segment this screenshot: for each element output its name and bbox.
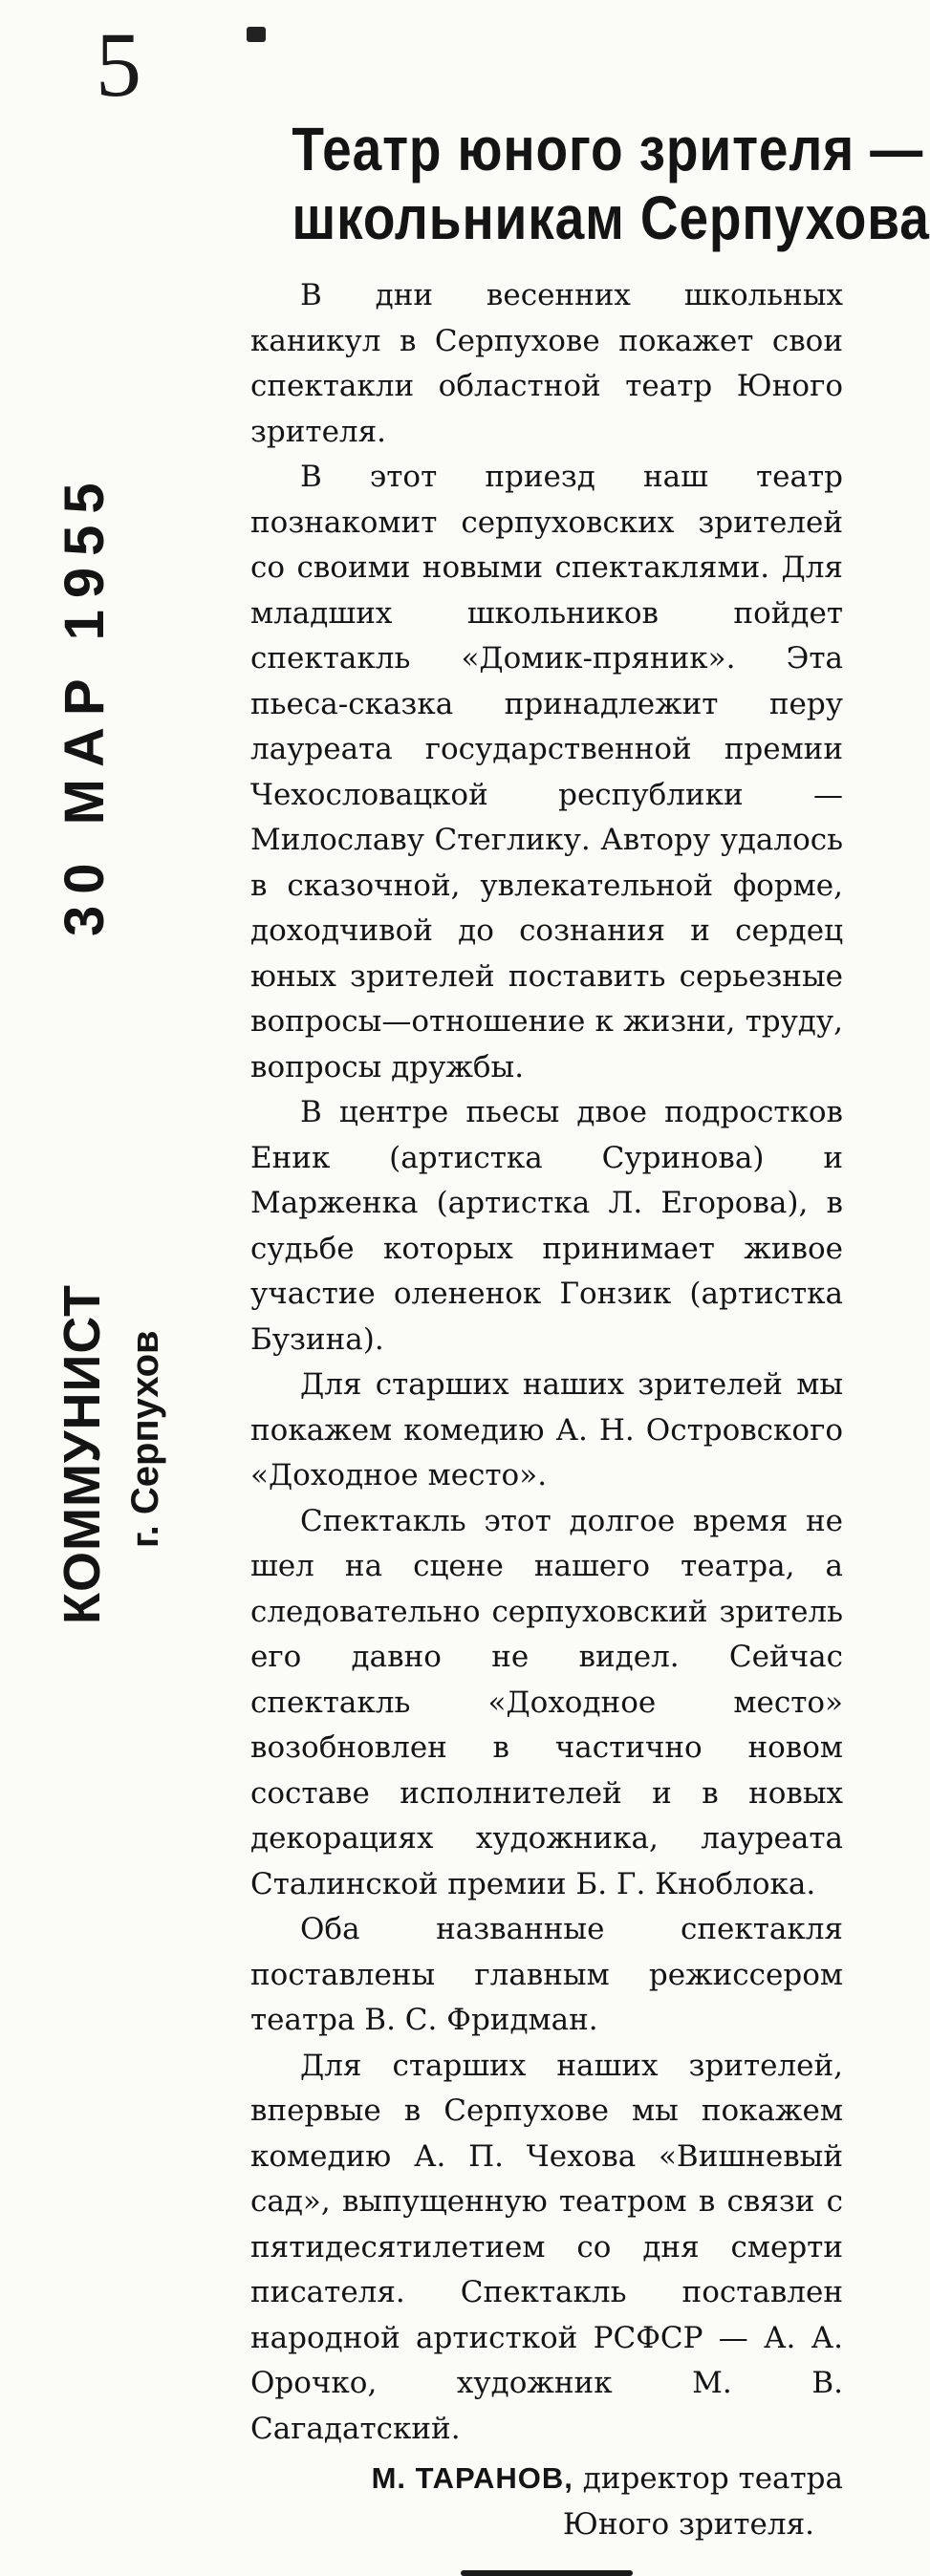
newspaper-name-stamp: КОММУНИСТ — [54, 1284, 111, 1624]
article-title — [292, 115, 930, 252]
date-stamp: 30 МАР 1955 — [54, 471, 116, 936]
signature — [250, 2456, 843, 2547]
handwritten-page-number: 5 — [96, 13, 141, 116]
closing-rule — [461, 2570, 633, 2576]
newspaper-city-stamp: г. Серпухов — [124, 1330, 166, 1548]
clipping-mark — [247, 27, 266, 42]
paragraph-4: Для старших наших зрителей мы покажем комедию А. Н. Островского «Доходное место». — [250, 1367, 843, 1492]
paragraph-7: Для старших наших зрителей, впервые в Серпухове мы покажем комедию А. П. Чехова «Вишневый сад», выпущенную театром в связи с пятидесятилетием со дня смерти писателя. Спектакль поставлен народной артисткой РСФСР — А. А. Орочко, художник М. В. Сагадатский. — [250, 2048, 843, 2446]
article — [250, 115, 930, 2576]
paragraph-6: Оба названные спектакля поставлены главным режиссером театра В. С. Фридман. — [250, 1912, 843, 2037]
signature-name: М. ТАРАНОВ, — [371, 2461, 573, 2495]
paragraph-2: В этот приезд наш театр познакомит серпуховских зрителей со своими новыми спектаклями. Для младших школьников пойдет спектакль «Домик-пряник». Эта пьеса-сказка принадлежит перу лауреата государственной премии Чехословацкой республики — Милославу Стеглику. Автору удалось в сказочной, увлекательной форме, доходчивой до сознания и сердец юных зрителей поставить серьезные вопросы—отношение к жизни, труду, вопросы дружбы. — [250, 460, 843, 1084]
paragraph-1: В дни весенних школьных каникул в Серпухове покажет свои спектакли областной театр Юного зрителя. — [250, 278, 843, 449]
signature-title-line-1: директор театра — [582, 2461, 843, 2496]
title-line-1: Театр юного зрителя — — [292, 115, 924, 183]
title-line-2: школьникам Серпухова — [292, 183, 930, 252]
paragraph-5: Спектакль этот долгое время не шел на сцене нашего театра, а следовательно серпуховский зритель его давно не видел. Сейчас спектакль «Доходное место» возобновлен в частично новом составе исполнителей и в новых декорациях художника, лауреата Сталинской премии Б. Г. Кноблока. — [250, 1503, 843, 1901]
paragraph-3: В центре пьесы двое подростков Еник (артистка Суринова) и Марженка (артистка Л. Егорова), в судьбе которых принимает живое участие олененок Гонзик (артистка Бузина). — [250, 1095, 843, 1357]
signature-title-line-2: Юного зрителя. — [562, 2506, 814, 2542]
